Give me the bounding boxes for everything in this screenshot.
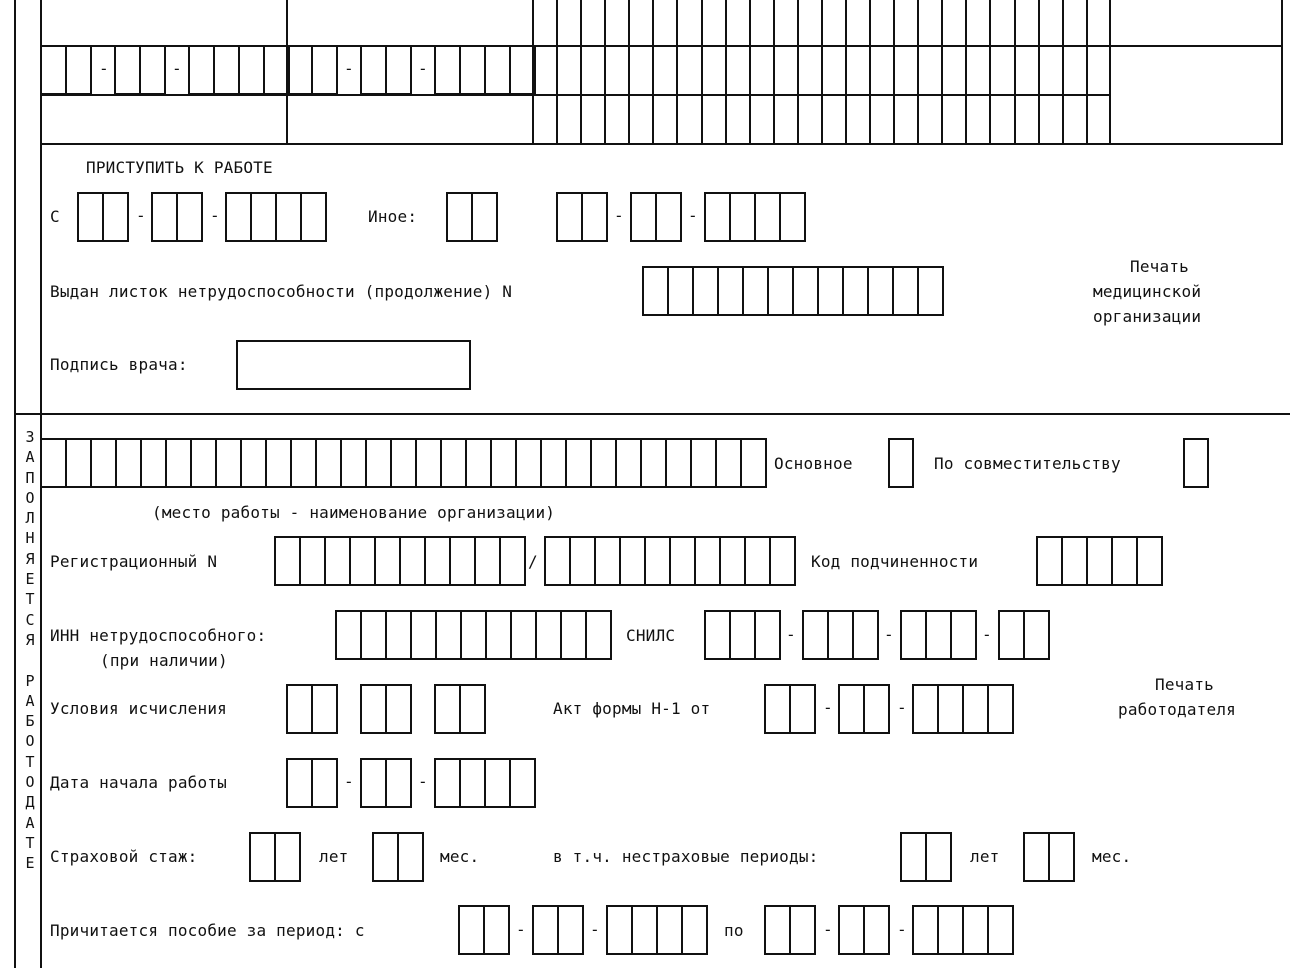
start-date-year[interactable] (434, 758, 536, 808)
other-date-year[interactable] (704, 192, 806, 242)
subordination-label: Код подчиненности (811, 552, 979, 571)
employer-seal-label-1: Печать (1155, 675, 1214, 694)
months-label: мес. (440, 847, 480, 866)
snils-part-3[interactable] (900, 610, 977, 660)
separator-dash: - (823, 698, 833, 717)
months-label-2: мес. (1092, 847, 1132, 866)
conditions-code-1[interactable] (286, 684, 338, 734)
years-label-2: лет (970, 847, 1000, 866)
insurance-months-field[interactable] (372, 832, 424, 882)
separator-dash: - (786, 625, 796, 644)
separator-dash: - (884, 625, 894, 644)
registration-label: Регистрационный N (50, 552, 218, 571)
separator-dash: - (418, 59, 428, 78)
separator-dash: - (897, 920, 907, 939)
registration-number-field-2[interactable] (544, 536, 796, 586)
registration-slash: / (528, 552, 538, 571)
snils-label: СНИЛС (626, 626, 676, 645)
doctor-signature-field[interactable] (236, 340, 471, 390)
top-grid-row-1 (534, 0, 1110, 45)
other-date-day[interactable] (556, 192, 608, 242)
start-date-label: Дата начала работы (50, 773, 227, 792)
benefit-to-day[interactable] (764, 905, 816, 955)
separator-dash: - (590, 920, 600, 939)
non-insurance-months-field[interactable] (1023, 832, 1075, 882)
benefit-period-label: Причитается пособие за период: с (50, 921, 365, 940)
inn-label: ИНН нетрудоспособного: (50, 626, 267, 645)
part-time-label: По совместительству (934, 454, 1121, 473)
section-divider (14, 413, 1290, 415)
employer-vertical-label: З А П О Л Н Я Е Т С Я Р А Б О Т О Д А Т Е (25, 428, 35, 873)
top-date-year-2[interactable] (434, 45, 536, 95)
conditions-label: Условия исчисления (50, 699, 227, 718)
inn-note: (при наличии) (100, 651, 228, 670)
workplace-name-field[interactable] (40, 438, 767, 488)
separator-dash: - (688, 206, 698, 225)
separator-dash: - (823, 920, 833, 939)
non-insurance-years-field[interactable] (900, 832, 952, 882)
subordination-code-field[interactable] (1036, 536, 1163, 586)
top-date-year-1[interactable] (188, 45, 290, 95)
conditions-code-2[interactable] (360, 684, 412, 734)
continuation-number-field[interactable] (642, 266, 944, 316)
benefit-from-year[interactable] (606, 905, 708, 955)
other-date-month[interactable] (630, 192, 682, 242)
main-job-checkbox[interactable] (888, 438, 914, 488)
separator-dash: - (516, 920, 526, 939)
separator-dash: - (614, 206, 624, 225)
act-label: Акт формы Н-1 от (553, 699, 711, 718)
snils-part-4[interactable] (998, 610, 1050, 660)
benefit-from-day[interactable] (458, 905, 510, 955)
benefit-from-month[interactable] (532, 905, 584, 955)
top-grid-row-2 (534, 47, 1110, 143)
benefit-to-year[interactable] (912, 905, 1014, 955)
benefit-to-month[interactable] (838, 905, 890, 955)
part-time-checkbox[interactable] (1183, 438, 1209, 488)
other-label: Иное: (368, 207, 418, 226)
years-label: лет (319, 847, 349, 866)
frame-left-outer (14, 0, 16, 968)
top-date-day-1[interactable] (40, 45, 92, 95)
snils-part-2[interactable] (802, 610, 879, 660)
other-code-field[interactable] (446, 192, 498, 242)
top-date-day-2[interactable] (286, 45, 338, 95)
workplace-caption: (место работы - наименование организации) (152, 503, 556, 522)
snils-part-1[interactable] (704, 610, 781, 660)
continuation-label: Выдан листок нетрудоспособности (продолжение) N (50, 282, 513, 301)
separator-dash: - (99, 59, 109, 78)
separator-dash: - (136, 206, 146, 225)
separator-dash: - (418, 772, 428, 791)
medical-seal-label-3: организации (1093, 307, 1202, 326)
start-date-day[interactable] (286, 758, 338, 808)
top-grid-hline-3 (40, 143, 1283, 145)
top-grid-vline-4 (1281, 0, 1283, 145)
start-date-month[interactable] (360, 758, 412, 808)
to-label: по (724, 921, 744, 940)
employer-seal-label-2: работодателя (1118, 700, 1236, 719)
separator-dash: - (344, 772, 354, 791)
doctor-signature-label: Подпись врача: (50, 355, 188, 374)
from-label: С (50, 207, 60, 226)
act-date-month[interactable] (838, 684, 890, 734)
return-date-month[interactable] (151, 192, 203, 242)
medical-seal-label-1: Печать (1130, 257, 1189, 276)
top-date-month-2[interactable] (360, 45, 412, 95)
separator-dash: - (897, 698, 907, 717)
registration-number-field[interactable] (274, 536, 526, 586)
conditions-code-3[interactable] (434, 684, 486, 734)
act-date-year[interactable] (912, 684, 1014, 734)
main-job-label: Основное (774, 454, 853, 473)
insurance-years-field[interactable] (249, 832, 301, 882)
separator-dash: - (982, 625, 992, 644)
return-date-year[interactable] (225, 192, 327, 242)
separator-dash: - (344, 59, 354, 78)
top-date-month-1[interactable] (114, 45, 166, 95)
act-date-day[interactable] (764, 684, 816, 734)
non-insurance-label: в т.ч. нестраховые периоды: (553, 847, 819, 866)
separator-dash: - (210, 206, 220, 225)
return-date-day[interactable] (77, 192, 129, 242)
separator-dash: - (172, 59, 182, 78)
insurance-label: Страховой стаж: (50, 847, 198, 866)
inn-field[interactable] (335, 610, 612, 660)
return-to-work-label: ПРИСТУПИТЬ К РАБОТЕ (86, 158, 273, 177)
medical-seal-label-2: медицинской (1093, 282, 1202, 301)
